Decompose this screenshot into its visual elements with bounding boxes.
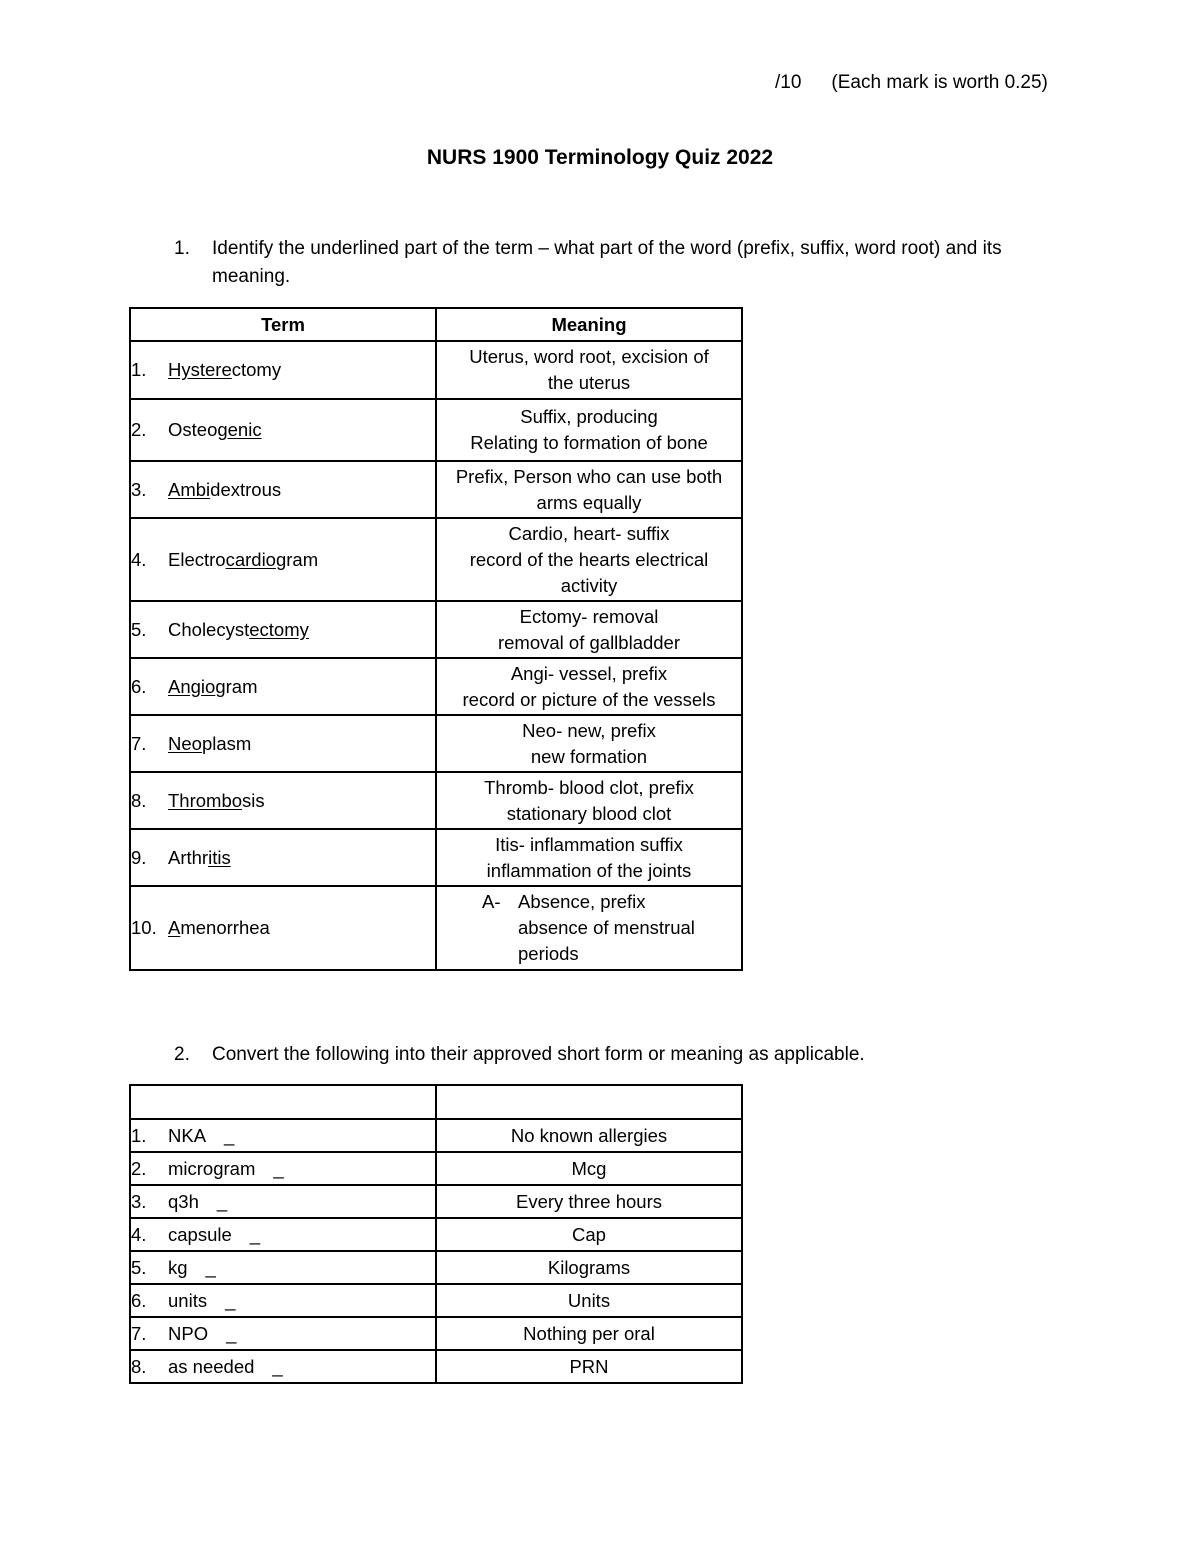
- meaning-cell: [436, 829, 742, 886]
- meaning-line: Itis- inflammation suffix: [495, 833, 683, 855]
- meaning-line: Thromb- blood clot, prefix: [484, 776, 694, 798]
- table-row: [130, 772, 742, 829]
- item-number: 2.: [131, 1157, 147, 1179]
- table-row: [130, 1350, 742, 1383]
- score-header: [775, 72, 1048, 94]
- meaning-cell: [436, 461, 742, 518]
- meaning-line: Relating to formation of bone: [470, 432, 708, 453]
- meaning-line: the uterus: [547, 372, 631, 393]
- term-underlined-part: ectomy: [249, 618, 309, 640]
- item-term: units: [168, 1289, 208, 1311]
- meaning-cell: [436, 715, 742, 772]
- meaning-cell: [436, 518, 742, 601]
- item-number: 6.: [131, 1289, 147, 1311]
- score-note: (Each mark is worth 0.25): [831, 72, 1048, 93]
- table-row: [130, 341, 742, 399]
- term-number: 1.: [131, 359, 147, 380]
- term-underlined-part: itis: [208, 846, 231, 868]
- term-cell: [130, 886, 436, 970]
- term-underlined-part: A: [168, 917, 181, 938]
- table-row: [130, 1251, 742, 1284]
- short-form-term-cell: [130, 1317, 436, 1350]
- short-form-answer-cell: Kilograms: [436, 1251, 742, 1284]
- term-cell: [130, 518, 436, 601]
- term-underlined-part: Angio: [168, 675, 216, 697]
- short-form-answer-cell: Cap: [436, 1218, 742, 1251]
- term-text-post: sis: [242, 789, 265, 811]
- short-form-answer-cell: No known allergies: [436, 1119, 742, 1152]
- term-underlined-part: Thrombo: [168, 789, 243, 811]
- term-number: 8.: [131, 789, 147, 811]
- term-number: 7.: [131, 732, 147, 754]
- item-blank: _: [272, 1355, 283, 1377]
- meaning-line: periods: [518, 943, 579, 964]
- question-1-number: 1.: [174, 238, 190, 259]
- term-text-post: dextrous: [210, 478, 282, 500]
- term-number: 9.: [131, 846, 147, 868]
- term-text-post: gram: [275, 548, 319, 570]
- meaning-text: Absence, prefix: [518, 891, 646, 912]
- term-cell: [130, 601, 436, 658]
- short-form-answer-cell: Nothing per oral: [436, 1317, 742, 1350]
- term-cell: [130, 399, 436, 461]
- meaning-cell: [436, 772, 742, 829]
- page-title: NURS 1900 Terminology Quiz 2022: [426, 146, 774, 169]
- table-row: [130, 1152, 742, 1185]
- meaning-line: removal of gallbladder: [497, 631, 681, 653]
- term-underlined-part: Hystere: [168, 359, 232, 380]
- item-term: as needed: [168, 1355, 255, 1377]
- term-text-pre: Arthr: [168, 846, 209, 868]
- item-blank: _: [205, 1256, 216, 1278]
- short-form-answer-cell: PRN: [436, 1350, 742, 1383]
- table-row: [130, 658, 742, 715]
- item-blank: _: [249, 1223, 261, 1245]
- meaning-line: Cardio, heart- suffix: [508, 522, 670, 544]
- term-cell: [130, 715, 436, 772]
- short-form-header-left: [130, 1085, 436, 1119]
- item-term: kg: [168, 1256, 188, 1278]
- meaning-line: Suffix, producing: [520, 406, 658, 427]
- meaning-line: absence of menstrual: [518, 917, 695, 938]
- short-form-term-cell: [130, 1152, 436, 1185]
- term-text-post: gram: [215, 675, 258, 697]
- short-form-term-cell: [130, 1218, 436, 1251]
- meaning-line: Angi- vessel, prefix: [510, 662, 668, 684]
- meaning-line: record of the hearts electrical: [469, 548, 709, 570]
- term-text-pre: Osteo: [168, 419, 218, 440]
- item-blank: _: [226, 1322, 237, 1344]
- item-blank: _: [216, 1190, 228, 1212]
- table-row: [130, 399, 742, 461]
- item-blank: _: [273, 1157, 284, 1179]
- term-text-post: plasm: [201, 732, 252, 754]
- term-underlined-part: Ambi: [168, 478, 211, 500]
- meaning-line: [482, 889, 741, 915]
- table-row: [130, 518, 742, 601]
- short-form-term-cell: [130, 1284, 436, 1317]
- term-text-post: ctomy: [231, 359, 282, 380]
- item-number: 3.: [131, 1190, 147, 1212]
- score-total: /10: [775, 72, 802, 93]
- meaning-line: Neo- new, prefix: [522, 719, 656, 741]
- table-row: [130, 1119, 742, 1152]
- meaning-cell: [436, 601, 742, 658]
- question-1: [174, 235, 1074, 295]
- meaning-line: inflammation of the joints: [486, 859, 692, 881]
- short-form-term-cell: [130, 1185, 436, 1218]
- term-underlined-part: Neo: [168, 732, 202, 754]
- meaning-line: Ectomy- removal: [519, 605, 659, 627]
- column-header-term: Term: [130, 308, 436, 341]
- item-number: 1.: [131, 1124, 147, 1146]
- column-header-meaning: Meaning: [436, 308, 742, 341]
- short-form-answer-cell: Units: [436, 1284, 742, 1317]
- item-term: capsule: [168, 1223, 232, 1245]
- meaning-line: activity: [560, 574, 618, 596]
- term-text-pre: Electro: [168, 548, 226, 570]
- short-form-header-right: [436, 1085, 742, 1119]
- question-2: [174, 1041, 1074, 1071]
- table-row: [130, 601, 742, 658]
- term-number: 6.: [131, 675, 147, 697]
- short-form-term-cell: [130, 1251, 436, 1284]
- table-row: [130, 829, 742, 886]
- item-number: 5.: [131, 1256, 147, 1278]
- item-blank: _: [224, 1124, 235, 1146]
- meaning-line: record or picture of the vessels: [462, 688, 716, 710]
- item-number: 4.: [131, 1223, 147, 1245]
- meaning-line: Prefix, Person who can use both: [455, 465, 723, 487]
- term-cell: [130, 461, 436, 518]
- short-form-table: [129, 1084, 743, 1384]
- meaning-cell: [436, 658, 742, 715]
- table-row: [130, 1218, 742, 1251]
- table-row: [130, 715, 742, 772]
- item-term: NKA: [168, 1124, 207, 1146]
- terminology-table: [129, 307, 743, 971]
- term-underlined-part: cardio: [225, 548, 276, 570]
- meaning-cell: [436, 399, 742, 461]
- item-term: microgram: [168, 1157, 256, 1179]
- term-text-pre: Cholecyst: [168, 618, 250, 640]
- short-form-term-cell: [130, 1119, 436, 1152]
- table-row: [130, 1284, 742, 1317]
- question-2-text: Convert the following into their approved short form or meaning as applicable.: [212, 1044, 865, 1065]
- item-number: 8.: [131, 1355, 147, 1377]
- meaning-line: Uterus, word root, excision of: [469, 346, 709, 367]
- term-number: 2.: [131, 419, 147, 440]
- meaning-line: arms equally: [536, 491, 642, 513]
- table-row: [130, 1185, 742, 1218]
- item-term: NPO: [168, 1322, 209, 1344]
- meaning-cell: [436, 341, 742, 399]
- short-form-answer-cell: Every three hours: [436, 1185, 742, 1218]
- table-row: [130, 461, 742, 518]
- term-number: 3.: [131, 478, 147, 500]
- question-2-number: 2.: [174, 1044, 190, 1065]
- term-number: 5.: [131, 618, 147, 640]
- table-row: [130, 886, 742, 970]
- short-form-term-cell: [130, 1350, 436, 1383]
- term-text-post: menorrhea: [180, 917, 270, 938]
- meaning-cell: [436, 886, 742, 970]
- table-row: [130, 1317, 742, 1350]
- term-cell: [130, 658, 436, 715]
- meaning-line: new formation: [530, 745, 648, 767]
- short-form-answer-cell: Mcg: [436, 1152, 742, 1185]
- term-underlined-part: genic: [217, 419, 262, 440]
- term-cell: [130, 772, 436, 829]
- meaning-prefix: A-: [482, 891, 501, 912]
- term-cell: [130, 829, 436, 886]
- term-number: 4.: [131, 548, 147, 570]
- meaning-line: stationary blood clot: [506, 802, 672, 824]
- term-number: 10.: [131, 917, 157, 938]
- item-number: 7.: [131, 1322, 147, 1344]
- question-1-text: Identify the underlined part of the term – what part of the word (prefix, suffix, word root) and its meaning.: [212, 238, 1002, 287]
- term-cell: [130, 341, 436, 399]
- item-blank: _: [225, 1289, 236, 1311]
- item-term: q3h: [168, 1190, 199, 1212]
